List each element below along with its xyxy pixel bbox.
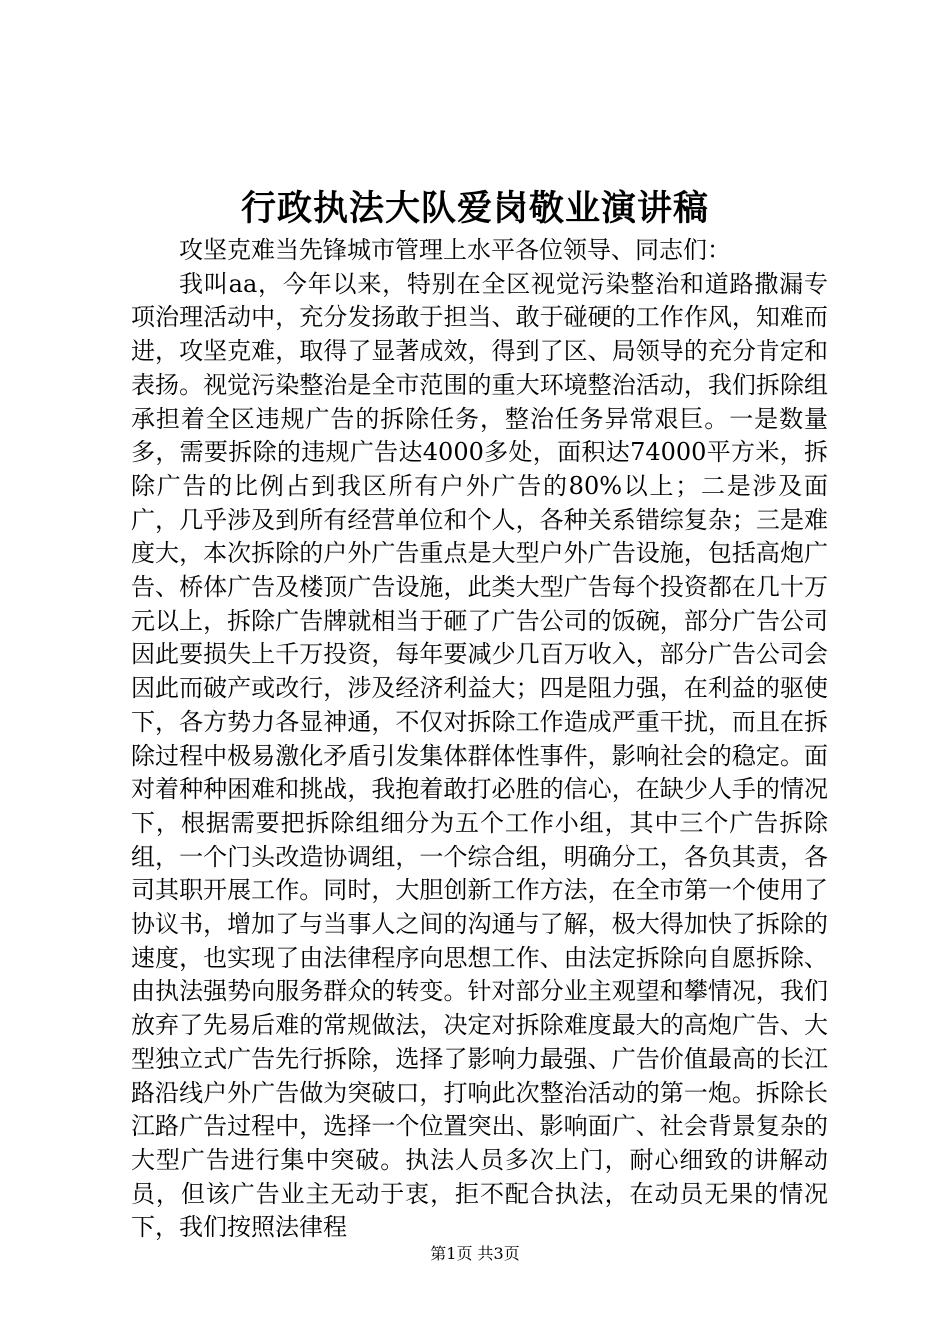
- document-title: 行政执法大队爱岗敬业演讲稿: [240, 188, 709, 229]
- salutation: 攻坚克难当先锋城市管理上水平各位领导、同志们：: [179, 236, 731, 264]
- paragraph: 我叫aa，今年以来，特别在全区视觉污染整治和道路撒漏专项治理活动中，充分发扬敢于担当、敢于碰硬的工作作风，知难而进，攻坚克难，取得了显著成效，得到了区、局领导的充分肯定和表扬。视觉污染整治是全市范围的重大环境整治活动，我们拆除组承担着全区违规广告的拆除任务，整治任务异常艰巨。一是数量多，需要拆除的违规广告达4000多处，面积达74000平方米，拆除广告的比例占到我区所有户外广告的80%以上；二是涉及面广，几乎涉及到所有经营单位和个人，各种关系错综复杂；三是难度大，本次拆除的户外广告重点是大型户外广告设施，包括高炮广告、桥体广告及楼顶广告设施，此类大型广告每个投资都在几十万元以上，拆除广告牌就相当于砸了广告公司的饭碗，部分广告公司因此要损失上千万投资，每年要减少几百万收入，部分广告公司会因此而破产或改行，涉及经济利益大；四是阻力强，在利益的驱使下，各方势力各显神通，不仅对拆除工作造成严重干扰，而且在拆除过程中极易激化矛盾引发集体群体性事件，影响社会的稳定。面对着种种困难和挑战，我抱着敢打必胜的信心，在缺少人手的情况下，根据需要把拆除组细分为五个工作小组，其中三个广告拆除组，一个门头改造协调组，一个综合组，明确分工，各负其责，各司其职开展工作。同时，大胆创新工作方法，在全市第一个使用了协议书，增加了与当事人之间的沟通与了解，极大得加快了拆除的速度，也实现了由法律程序向思想工作、由法定拆除向自愿拆除、由执法强势向服务群众的转变。针对部分业主观望和攀情况，我们放弃了先易后难的常规做法，决定对拆除难度最大的高炮广告、大型独立式广告先行拆除，选择了影响力最强、广告价值最高的长江路沿线户外广告做为突破口，打响此次整治活动的第一炮。拆除长江路广告过程中，选择一个位置突出、影响面广、社会背景复杂的大型广告进行集中突破。执法人员多次上门，耐心细致的讲解动员，但该广告业主无动于衷，拒不配合执法，在动员无果的情况下，我们按照法律程: [131, 269, 828, 1242]
- document-body: [131, 234, 828, 1245]
- page-footer: 第1页 共3页: [430, 1244, 520, 1263]
